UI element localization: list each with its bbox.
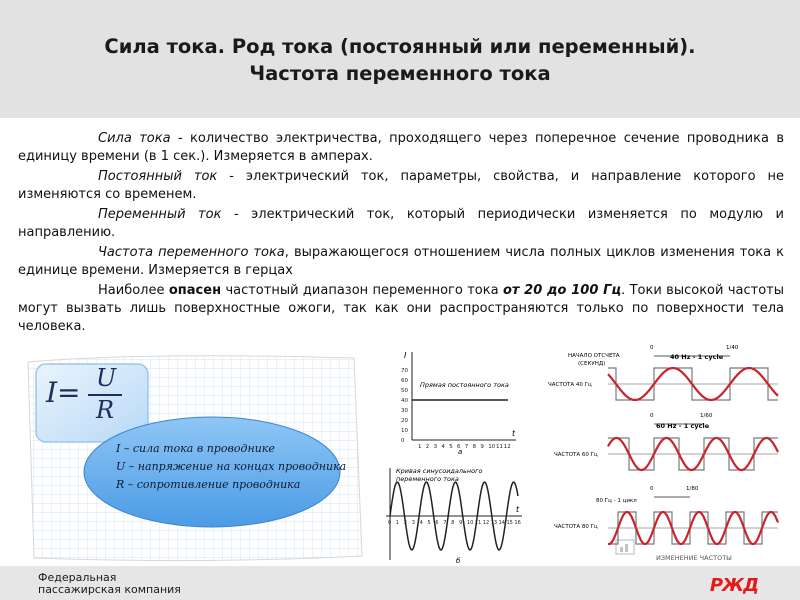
x-tick-label: 6 <box>435 520 439 526</box>
row2-label: ЧАСТОТА 60 Гц <box>554 452 598 458</box>
company-line-2: пассажирская компания <box>38 583 181 596</box>
watermark-text: ИЗМЕНЕНИЕ ЧАСТОТЫ <box>656 554 732 562</box>
zero-marker: 0 <box>650 486 654 492</box>
frequency-comparison <box>538 340 786 566</box>
emphasis-range: от 20 до 100 Гц <box>502 283 622 298</box>
x-tick-label: 2 <box>403 520 407 526</box>
x-tick-label: 3 <box>411 520 415 526</box>
ac-curve-label-2: переменного тока <box>396 475 459 483</box>
x-tick-label: 11 <box>474 520 482 526</box>
y-ticks <box>401 368 408 444</box>
x-tick-label: 4 <box>441 444 445 450</box>
text-part: Наиболее <box>98 283 169 298</box>
row3-cycle: 80 Гц - 1 цикл <box>596 498 637 504</box>
formula-numerator: U <box>96 364 117 392</box>
x-tick-label: 5 <box>427 520 431 526</box>
x-ticks <box>418 444 511 450</box>
svg-text:РЖД: РЖД <box>709 575 759 596</box>
x-tick-label: 0 <box>388 520 392 526</box>
x-tick-label: 8 <box>451 520 455 526</box>
page-title <box>0 33 800 87</box>
formula-denominator: R <box>96 396 115 424</box>
x-tick-label: 12 <box>482 520 490 526</box>
formula-lhs: I= <box>46 376 81 409</box>
x-tick-label: 6 <box>457 444 461 450</box>
start-label-1: НАЧАЛО ОТСЧЕТА <box>568 353 620 359</box>
x-tick-label: 2 <box>425 444 430 450</box>
rzd-logo <box>704 570 764 596</box>
x-tick-label: 10 <box>467 520 474 526</box>
definition: - электрический ток, который периодически изменяется по модулю и направлению. <box>18 207 784 240</box>
x-tick-label: 5 <box>449 444 453 450</box>
x-tick-label: 1 <box>395 520 400 526</box>
definition: - электрический ток, параметры, свойства, и направление которого не изменяются со временем. <box>18 169 784 202</box>
title-line-2: Частота переменного тока <box>249 62 551 85</box>
dc-graph <box>398 346 520 458</box>
y-axis-label: I <box>404 351 407 360</box>
x-ticks <box>388 520 521 526</box>
company-name <box>38 572 181 596</box>
definitions-text <box>18 130 784 338</box>
y-tick-label: 10 <box>401 428 408 434</box>
y-tick-label: 50 <box>401 388 408 394</box>
term: Постоянный ток <box>98 169 218 184</box>
term: Сила тока <box>98 131 171 146</box>
emphasis-dangerous: опасен <box>168 283 222 298</box>
term: Частота переменного тока <box>98 245 285 260</box>
legend-line-1: I – сила тока в проводнике <box>116 442 275 455</box>
row2-cycle: 60 Hz - 1 cycle <box>656 422 710 430</box>
x-axis-label: t <box>512 429 516 438</box>
legend-line-3: R – сопротивление проводника <box>116 478 301 491</box>
watermark-icon <box>616 540 634 554</box>
y-tick-label: 20 <box>401 418 408 424</box>
title-line-1: Сила тока. Род тока (постоянный или переменный). <box>104 35 696 58</box>
definition: , выражающегося отношением числа полных циклов изменения тока к единице времени. Измеряется в герцах <box>18 245 784 278</box>
y-tick-label: 30 <box>401 408 408 414</box>
x-tick-label: 14 <box>498 520 505 526</box>
x-tick-label: 9 <box>480 444 484 450</box>
y-tick-label: 40 <box>401 398 408 404</box>
zero-marker: 0 <box>650 413 654 419</box>
ac-graph <box>376 462 526 566</box>
x-tick-label: 10 <box>488 444 496 450</box>
definition: - количество электричества, проходящего через поперечное сечение проводника в единицу времени (в 1 сек.). Измеряется в амперах. <box>18 131 784 164</box>
x-tick-label: 3 <box>433 444 438 450</box>
graph-sub-label: а <box>458 448 463 456</box>
legend-line-2: U – напряжение на концах проводника <box>116 460 347 473</box>
x-tick-label: 1 <box>418 444 422 450</box>
x-tick-label: 7 <box>443 520 447 526</box>
x-tick-label: 9 <box>459 520 463 526</box>
text-part: . Токи высокой частоты могут вызвать лишь поверхностные ожоги, так как они распространяются только по поверхности тела человека. <box>18 283 784 334</box>
start-label-2: (СЕКУНД) <box>578 361 606 367</box>
y-tick-label: 60 <box>401 378 408 384</box>
paragraph-direct-current <box>18 168 784 204</box>
x-axis-label: t <box>516 505 520 514</box>
x-tick-label: 16 <box>514 520 521 526</box>
x-tick-label: 12 <box>503 444 511 450</box>
row3-label: ЧАСТОТА 80 Гц <box>554 524 598 530</box>
zero-marker: 0 <box>650 345 654 351</box>
graph-sub-label: б <box>456 557 461 565</box>
paragraph-danger <box>18 282 784 336</box>
paragraph-current-strength <box>18 130 784 166</box>
company-line-1: Федеральная <box>38 571 117 584</box>
x-tick-label: 15 <box>506 520 513 526</box>
dc-line-label: Прямая постоянного тока <box>420 381 509 389</box>
y-tick-label: 70 <box>401 368 408 374</box>
paragraph-alternating-current <box>18 206 784 242</box>
x-tick-label: 11 <box>496 444 503 450</box>
row1-fraction: 1/40 <box>726 345 739 351</box>
paragraph-frequency <box>18 244 784 280</box>
row1-cycle: 40 Hz - 1 cycle <box>670 353 724 361</box>
row1-label: ЧАСТОТА 40 Гц <box>548 382 592 388</box>
ohms-law-illustration <box>24 350 370 566</box>
text-part: частотный диапазон переменного тока <box>221 283 503 298</box>
x-tick-label: 4 <box>419 520 423 526</box>
x-tick-label: 7 <box>464 444 469 450</box>
x-tick-label: 8 <box>472 444 477 450</box>
x-tick-label: 13 <box>490 520 498 526</box>
ac-curve-label-1: Кривая синусоидального <box>396 467 483 475</box>
row3-fraction: 1/80 <box>686 486 699 492</box>
term: Переменный ток <box>98 207 222 222</box>
row2-fraction: 1/60 <box>700 413 713 419</box>
y-tick-label: 0 <box>401 438 405 444</box>
